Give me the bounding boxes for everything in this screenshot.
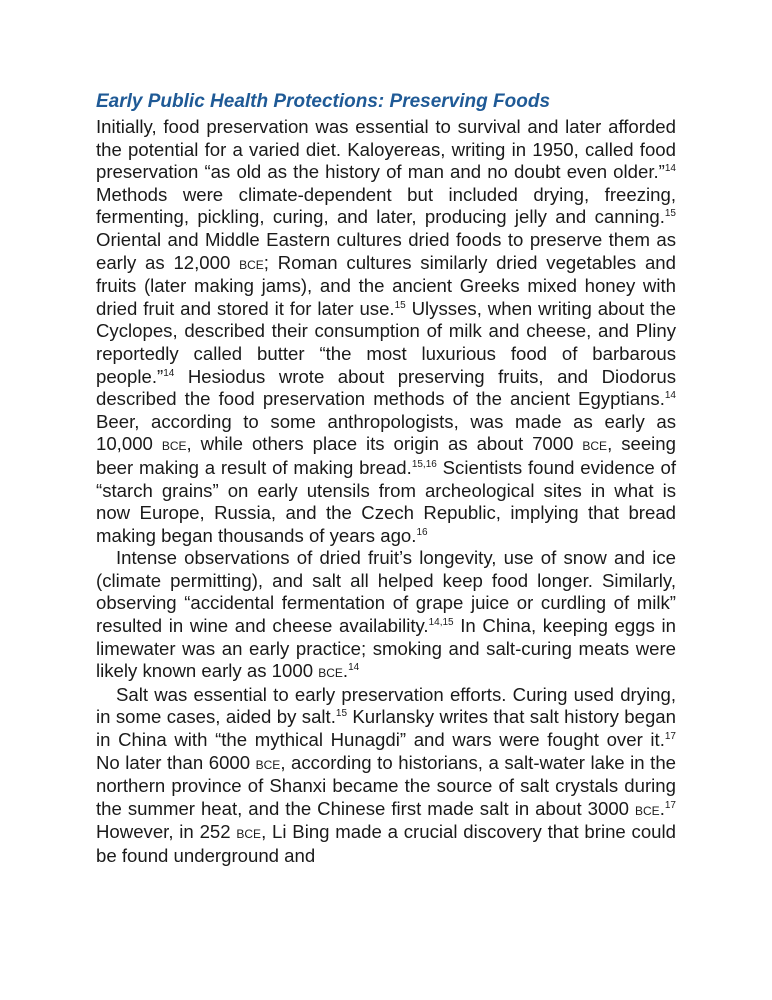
citation-superscript: 17 <box>664 799 676 811</box>
text-run: Beer, according to some anthropologists, was made as early as 10,000 <box>96 410 676 455</box>
text-run: , seeing beer making a result of making bread. <box>96 433 676 478</box>
text-run: No later than 6000 <box>96 751 256 773</box>
text-run: . <box>659 797 665 819</box>
document-page <box>96 90 676 868</box>
era-abbreviation: bce <box>236 823 262 843</box>
text-run: Ulysses, when writing about the Cyclopes, described their consumption of milk and cheese, and Pliny reportedly called butter “the most luxurious food of barbarous people.” <box>96 297 677 387</box>
citation-superscript: 14 <box>664 163 676 175</box>
text-run: , while others place its origin as about 7000 <box>186 433 583 455</box>
text-run: In China, keeping eggs in limewater was an early practice; smoking and salt-curing meats were likely known early as 1000 <box>96 615 676 682</box>
citation-superscript: 14 <box>664 390 676 402</box>
text-run: Kurlansky writes that salt history began in China with “the mythical Hunagdi” and wars were fought over it. <box>96 706 676 751</box>
section-heading: Early Public Health Protections: Preserving Foods <box>96 91 551 112</box>
citation-superscript: 15,16 <box>411 458 437 470</box>
citation-superscript: 15 <box>335 708 348 720</box>
citation-superscript: 15 <box>664 208 676 220</box>
text-run: However, in 252 <box>96 821 237 843</box>
text-run: Hesiodus wrote about preserving fruits, and Diodorus described the food preservation methods of the ancient Egyptians. <box>96 365 676 410</box>
text-run: Methods were climate-dependent but included drying, freezing, fermenting, pickling, curing, and later, producing jelly and canning. <box>96 183 676 228</box>
text-run: . <box>342 660 349 682</box>
text-run: Initially, food preservation was essential to survival and later afforded the potential for a varied diet. Kaloyereas, writing in 1950, called food preservation “as old as the history of man and no doubt even older.” <box>96 116 676 183</box>
text-run: Salt was essential to early preservation efforts. Curing used drying, in some cases, aided by salt. <box>96 683 676 728</box>
paragraph-salt <box>96 684 676 868</box>
text-run: , according to historians, a salt-water lake in the northern province of Shanxi became the source of salt crystals during the summer heat, and the Chinese first made salt in about 3000 <box>96 751 677 819</box>
text-run: Intense observations of dried fruit’s longevity, use of snow and ice (climate permitting), and salt all helped keep food longer. Similarly, observing “accidental fermentation of grape juice or curdling of milk” resulted in wine and cheese availability. <box>96 547 676 637</box>
text-run: , Li Bing made a crucial discovery that brine could be found underground and <box>96 821 676 866</box>
era-abbreviation: bce <box>318 662 343 682</box>
text-run: Oriental and Middle Eastern cultures dried foods to preserve them as early as 12,000 <box>96 228 676 273</box>
citation-superscript: 15 <box>394 299 406 311</box>
paragraph-observations <box>96 547 676 684</box>
era-abbreviation: bce <box>239 253 264 273</box>
paragraph-food-preservation-history <box>96 116 676 547</box>
text-run: Scientists found evidence of “starch grains” on early utensils from archeological sites in what is now Europe, Russia, and the Czech Republic, implying that bread making began thousands of years ago. <box>96 456 676 546</box>
era-abbreviation: bce <box>582 435 608 455</box>
citation-superscript: 14 <box>163 367 175 379</box>
citation-superscript: 14,15 <box>428 617 454 629</box>
era-abbreviation: bce <box>161 435 187 455</box>
era-abbreviation: bce <box>255 753 281 773</box>
citation-superscript: 17 <box>664 731 676 743</box>
citation-superscript: 14 <box>348 662 360 674</box>
era-abbreviation: bce <box>635 799 660 819</box>
citation-superscript: 16 <box>416 526 428 538</box>
text-run: ; Roman cultures similarly dried vegetables and fruits (later making jams), and the ancient Greeks mixed honey with dried fruit and stored it for later use. <box>96 251 676 319</box>
